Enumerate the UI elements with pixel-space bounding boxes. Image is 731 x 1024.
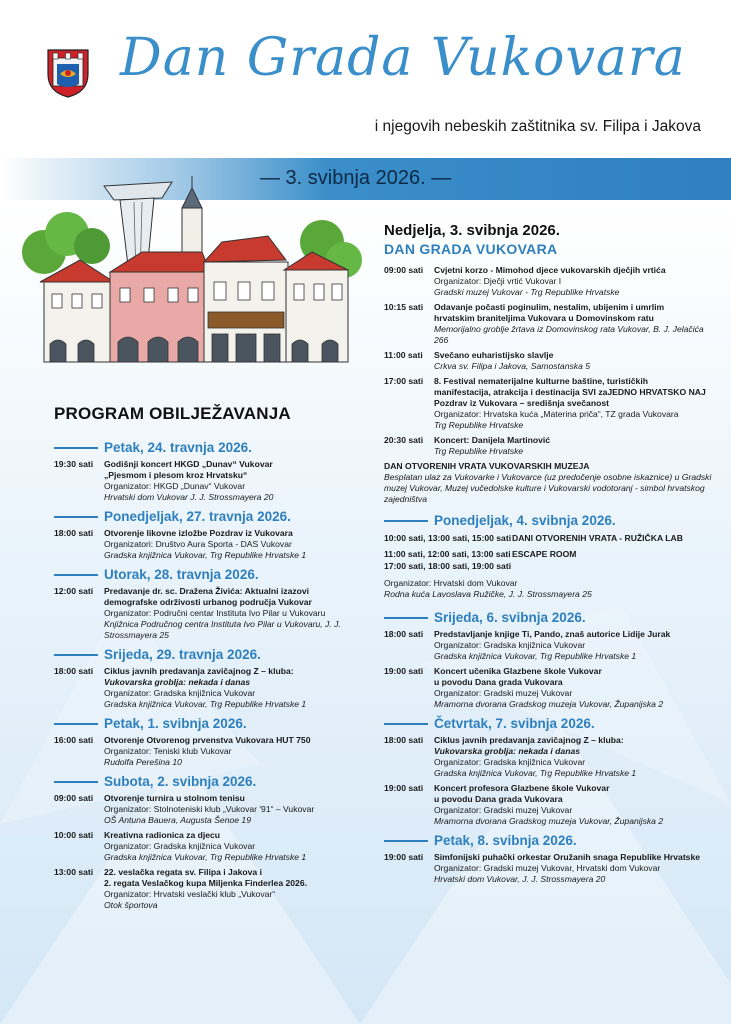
- event-organizer: Organizator: Područni centar Instituta Ivo Pilar u Vukovaru: [104, 608, 326, 618]
- left-schedule: [54, 440, 354, 917]
- heading-line: [54, 723, 98, 725]
- event-row: [384, 532, 714, 544]
- event-title: ESCAPE ROOM: [512, 549, 577, 559]
- event-time: 10:00 sati: [54, 830, 94, 840]
- event: [384, 666, 714, 710]
- heading-line: [384, 840, 428, 842]
- event: [54, 666, 354, 710]
- event-organizer: Organizator: Gradski muzej Vukovar: [434, 688, 573, 698]
- event-title: demografske održivosti urbanog područja Vukovar: [104, 597, 312, 607]
- event-title: Godišnji koncert HKGD „Dunav“ Vukovar: [104, 459, 273, 469]
- event-title: Simfonijski puhački orkestar Oružanih snaga Republike Hrvatske: [434, 852, 701, 862]
- event-organizer: Organizator: Gradska knjižnica Vukovar: [434, 757, 586, 767]
- day-heading: Petak, 24. travnja 2026.: [54, 440, 354, 455]
- day-section: [54, 567, 354, 641]
- event-venue: Gradska knjižnica Vukovar, Trg Republike Hrvatske 1: [104, 550, 307, 560]
- event-subtitle: Vukovarska groblja: nekada i danas: [434, 746, 580, 756]
- event-title: Cvjetni korzo - Mimohod djece vukovarskih dječjih vrtića: [434, 265, 666, 275]
- event-time: 09:00 sati: [384, 265, 424, 275]
- event: [384, 629, 714, 662]
- event: [384, 735, 714, 779]
- event-venue: OŠ Antuna Bauera, Augusta Šenoe 19: [104, 815, 251, 825]
- event-organizer: Organizator: Hrvatska kuća „Materina priča“, TZ grada Vukovara: [434, 409, 679, 419]
- event-venue: Trg Republike Hrvatske: [434, 420, 524, 430]
- event-row: [384, 548, 714, 560]
- day-section: [384, 513, 714, 600]
- event-title: „Pjesmom i plesom kroz Hrvatsku“: [104, 470, 248, 480]
- event-organizer: Organizator: Teniski klub Vukovar: [104, 746, 232, 756]
- day-section: [54, 716, 354, 768]
- event-time: 11:00 sati: [384, 350, 423, 360]
- event-time: 19:00 sati: [384, 783, 424, 793]
- event-time: 18:00 sati: [54, 666, 94, 676]
- event-title: Koncert profesora Glazbene škole Vukovar: [434, 783, 610, 793]
- main-day-title: DAN GRADA VUKOVARA: [384, 241, 558, 257]
- event-organizer: Organizator: HKGD „Dunav“ Vukovar: [104, 481, 246, 491]
- event-time: 19:30 sati: [54, 459, 94, 469]
- event-venue: Gradska knjižnica Vukovar, Trg Republike Hrvatske 1: [104, 699, 307, 709]
- day-heading: Srijeda, 29. travnja 2026.: [54, 647, 354, 662]
- event-time: 18:00 sati: [384, 629, 424, 639]
- event-time: 09:00 sati: [54, 793, 94, 803]
- event-title: hrvatskim braniteljima Vukovara u Domovinskom ratu: [434, 313, 654, 323]
- day-heading: Četvrtak, 7. svibnja 2026.: [384, 716, 714, 731]
- program-title: PROGRAM OBILJEŽAVANJA: [54, 404, 291, 423]
- museum-title: DAN OTVORENIH VRATA VUKOVARSKIH MUZEJA: [384, 461, 590, 471]
- city-crest-icon: [46, 44, 90, 98]
- event-time: 17:00 sati, 18:00 sati, 19:00 sati: [384, 561, 512, 571]
- event: [384, 783, 714, 827]
- event-venue: Rudolfa Perešina 10: [104, 757, 182, 767]
- event-venue: Mramorna dvorana Gradskog muzeja Vukovar, Županijska 2: [434, 699, 664, 709]
- event-organizer: Organizator: Gradski muzej Vukovar, Hrvatski dom Vukovar: [434, 863, 661, 873]
- event-organizer: Organizator: Hrvatski dom Vukovar: [384, 578, 518, 588]
- event-venue: Knjižnica Područnog centra Instituta Ivo Pilar u Vukovaru, J. J. Strossmayera 25: [104, 619, 341, 640]
- event-title: Kreativna radionica za djecu: [104, 830, 221, 840]
- event-title: 8. Festival nematerijalne kulturne baštine, turističkih: [434, 376, 648, 386]
- event: [384, 435, 714, 457]
- heading-line: [384, 617, 428, 619]
- day-heading: Ponedjeljak, 27. travnja 2026.: [54, 509, 354, 524]
- event-title: u povodu Dana grada Vukovara: [434, 677, 563, 687]
- event-organizer: Organizator: Stolnoteniski klub „Vukovar '91“ – Vukovar: [104, 804, 315, 814]
- event-time: 17:00 sati: [384, 376, 424, 386]
- heading-line: [384, 520, 428, 522]
- event-title: Ciklus javnih predavanja zavičajnog Z – kluba:: [104, 666, 294, 676]
- heading-line: [54, 654, 98, 656]
- event-organizer: Organizator: Gradska knjižnica Vukovar: [434, 640, 586, 650]
- event-organizer: Organizator: Gradski muzej Vukovar: [434, 805, 573, 815]
- event-title: Predavanje dr. sc. Dražena Živića: Aktualni izazovi: [104, 586, 310, 596]
- event: [54, 793, 354, 826]
- museum-text: Besplatan ulaz za Vukovarke i Vukovarce (uz predočenje osobne iskaznice) u Gradski muzej Vukovar, Muzej vučedolske kulture i Vukovarski vodotoranj - simbol hrvatskog zajedništva: [384, 472, 712, 504]
- event-title: Predstavljanje knjige Ti, Pando, znaš autorice Lidije Jurak: [434, 629, 671, 639]
- event-time: 19:00 sati: [384, 852, 424, 862]
- event-title: Otvorenje likovne izložbe Pozdrav iz Vukovara: [104, 528, 293, 538]
- event-organizer: Organizator: Gradska knjižnica Vukovar: [104, 688, 256, 698]
- event-venue: Hrvatski dom Vukovar J. J. Strossmayera 20: [104, 492, 274, 502]
- event-title: u povodu Dana grada Vukovara: [434, 794, 563, 804]
- event-title: Koncert: Danijela Martinović: [434, 435, 551, 445]
- event-title: 22. veslačka regata sv. Filipa i Jakova i: [104, 867, 262, 877]
- event-time: 18:00 sati: [384, 735, 424, 745]
- day-section: [54, 509, 354, 561]
- event-title: Otvorenje Otvorenog prvenstva Vukovara HUT 750: [104, 735, 311, 745]
- heading-line: [54, 447, 98, 449]
- event: [54, 586, 354, 641]
- day-section: [384, 716, 714, 827]
- event: [384, 265, 714, 298]
- town-illustration: [22, 172, 362, 372]
- event-time: 13:00 sati: [54, 867, 94, 877]
- event-venue: Mramorna dvorana Gradskog muzeja Vukovar, Županijska 2: [434, 816, 664, 826]
- page-title: Dan Grada Vukovara: [120, 28, 686, 88]
- day-section: [54, 440, 354, 503]
- day-heading: Petak, 1. svibnja 2026.: [54, 716, 354, 731]
- event-subtitle: Vukovarska groblja: nekada i danas: [104, 677, 250, 687]
- day-heading: Utorak, 28. travnja 2026.: [54, 567, 354, 582]
- event-organizer: Organizatori: Društvo Aura Sporta - DAS Vukovar: [104, 539, 292, 549]
- right-schedule: [384, 222, 714, 891]
- event-row: [384, 560, 714, 572]
- event: [384, 376, 714, 431]
- event-time: 12:00 sati: [54, 586, 94, 596]
- event-venue: Gradska knjižnica Vukovar, Trg Republike Hrvatske 1: [434, 768, 637, 778]
- main-date: — 3. svibnja 2026. —: [260, 167, 452, 189]
- event-time: 19:00 sati: [384, 666, 424, 676]
- event: [54, 867, 354, 911]
- event-title: manifestacija, atrakcija i destinacija SVI zaJEDNO HRVATSKO NAJ: [434, 387, 706, 397]
- day-heading: Petak, 8. svibnja 2026.: [384, 833, 714, 848]
- event-time: 10:15 sati: [384, 302, 424, 312]
- day-heading: Ponedjeljak, 4. svibnja 2026.: [384, 513, 714, 528]
- event: [54, 735, 354, 768]
- event-venue: Gradska knjižnica Vukovar, Trg Republike Hrvatske 1: [434, 651, 637, 661]
- heading-line: [54, 516, 98, 518]
- event-venue: Otok športova: [104, 900, 158, 910]
- event: [54, 830, 354, 863]
- event: [54, 528, 354, 561]
- event-time: 20:30 sati: [384, 435, 424, 445]
- event-organizer: Organizator: Gradska knjižnica Vukovar: [104, 841, 256, 851]
- heading-line: [54, 574, 98, 576]
- event: [384, 302, 714, 346]
- event-organizer: Organizator: Dječji vrtić Vukovar I: [434, 276, 562, 286]
- event-title: Ciklus javnih predavanja zavičajnog Z – kluba:: [434, 735, 624, 745]
- event-title: DANI OTVORENIH VRATA - RUŽIČKA LAB: [512, 533, 683, 543]
- event-title: Pozdrav iz Vukovara – središnja svečanost: [434, 398, 609, 408]
- event-time: 18:00 sati: [54, 528, 94, 538]
- event-title: Koncert učenika Glazbene škole Vukovar: [434, 666, 602, 676]
- event: [384, 350, 714, 372]
- event-organizer: Organizator: Hrvatski veslački klub „Vukovar“: [104, 889, 276, 899]
- event-title: Otvorenje turnira u stolnom tenisu: [104, 793, 245, 803]
- event-venue: Rodna kuća Lavoslava Ružičke, J. J. Strossmayera 25: [384, 589, 592, 599]
- main-day-date: Nedjelja, 3. svibnja 2026.: [384, 222, 560, 239]
- heading-line: [54, 781, 98, 783]
- event-title: 2. regata Veslačkog kupa Miljenka Finderlea 2026.: [104, 878, 308, 888]
- day-heading: Subota, 2. svibnja 2026.: [54, 774, 354, 789]
- day-section: [54, 647, 354, 710]
- event-time: 10:00 sati, 13:00 sati, 15:00 sati: [384, 533, 512, 543]
- event-title: Odavanje počasti poginulim, nestalim, ubijenim i umrlim: [434, 302, 665, 312]
- page-subtitle: i njegovih nebeskih zaštitnika sv. Filipa i Jakova: [374, 118, 701, 135]
- event-venue: Crkva sv. Filipa i Jakova, Samostanska 5: [434, 361, 591, 371]
- event: [384, 852, 714, 885]
- day-section: [384, 610, 714, 710]
- event-title: Svečano euharistijsko slavlje: [434, 350, 554, 360]
- event-venue: Memorijalno groblje žrtava iz Domovinskog rata Vukovar, B. J. Jelačića 266: [434, 324, 704, 345]
- event-time: 11:00 sati, 12:00 sati, 13:00 sati: [384, 549, 511, 559]
- event-venue: Trg Republike Hrvatske: [434, 446, 524, 456]
- day-section: [54, 774, 354, 911]
- day-heading: Srijeda, 6. svibnja 2026.: [384, 610, 714, 625]
- event-venue: Gradska knjižnica Vukovar, Trg Republike Hrvatske 1: [104, 852, 307, 862]
- event: [54, 459, 354, 503]
- event-venue: Gradski muzej Vukovar - Trg Republike Hrvatske: [434, 287, 620, 297]
- event-time: 16:00 sati: [54, 735, 94, 745]
- event-venue: Hrvatski dom Vukovar, J. J. Strossmayera 20: [434, 874, 606, 884]
- heading-line: [384, 723, 428, 725]
- day-section: [384, 833, 714, 885]
